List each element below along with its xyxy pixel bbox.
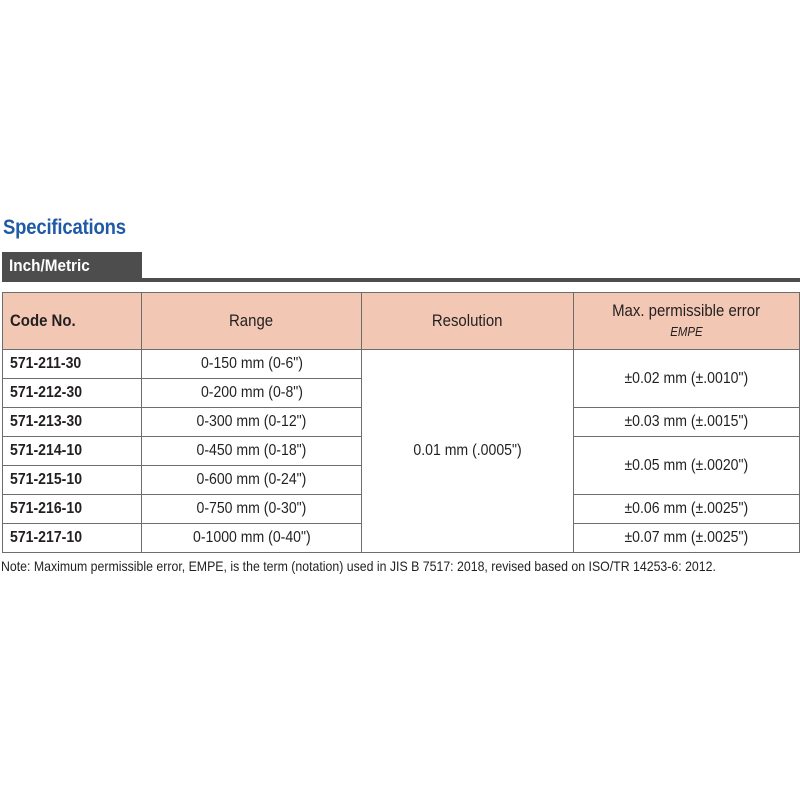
cell-range: 0-750 mm (0-30") — [142, 495, 362, 524]
inch-metric-tab — [2, 252, 142, 280]
cell-range: 0-450 mm (0-18") — [142, 437, 362, 466]
cell-error: ±0.03 mm (±.0015") — [574, 408, 800, 437]
header-empe: EMPE — [670, 324, 703, 339]
cell-error: ±0.07 mm (±.0025") — [574, 524, 800, 553]
cell-error: ±0.06 mm (±.0025") — [574, 495, 800, 524]
cell-error: ±0.05 mm (±.0020") — [574, 437, 800, 495]
cell-code: 571-217-10 — [3, 524, 142, 553]
cell-range: 0-300 mm (0-12") — [142, 408, 362, 437]
cell-code: 571-211-30 — [3, 350, 142, 379]
table-row — [3, 350, 800, 379]
cell-error: ±0.02 mm (±.0010") — [574, 350, 800, 408]
table-header-row — [3, 293, 800, 350]
cell-range: 0-1000 mm (0-40") — [142, 524, 362, 553]
cell-code: 571-215-10 — [3, 466, 142, 495]
section-title: Specifications — [3, 216, 126, 239]
cell-code: 571-212-30 — [3, 379, 142, 408]
header-max-error: Max. permissible error EMPE — [574, 293, 800, 350]
header-code: Code No. — [3, 293, 142, 350]
cell-resolution: 0.01 mm (.0005") — [362, 350, 574, 553]
tab-label: Inch/Metric — [9, 256, 90, 275]
tab-divider — [2, 278, 800, 282]
cell-range: 0-200 mm (0-8") — [142, 379, 362, 408]
cell-range: 0-600 mm (0-24") — [142, 466, 362, 495]
header-resolution: Resolution — [362, 293, 574, 350]
cell-range: 0-150 mm (0-6") — [142, 350, 362, 379]
header-range: Range — [142, 293, 362, 350]
cell-code: 571-214-10 — [3, 437, 142, 466]
footnote: Note: Maximum permissible error, EMPE, is the term (notation) used in JIS B 7517: 2018, revised based on ISO/TR 14253-6: 2012. — [1, 558, 716, 574]
cell-code: 571-213-30 — [3, 408, 142, 437]
specifications-table — [2, 292, 800, 553]
cell-code: 571-216-10 — [3, 495, 142, 524]
